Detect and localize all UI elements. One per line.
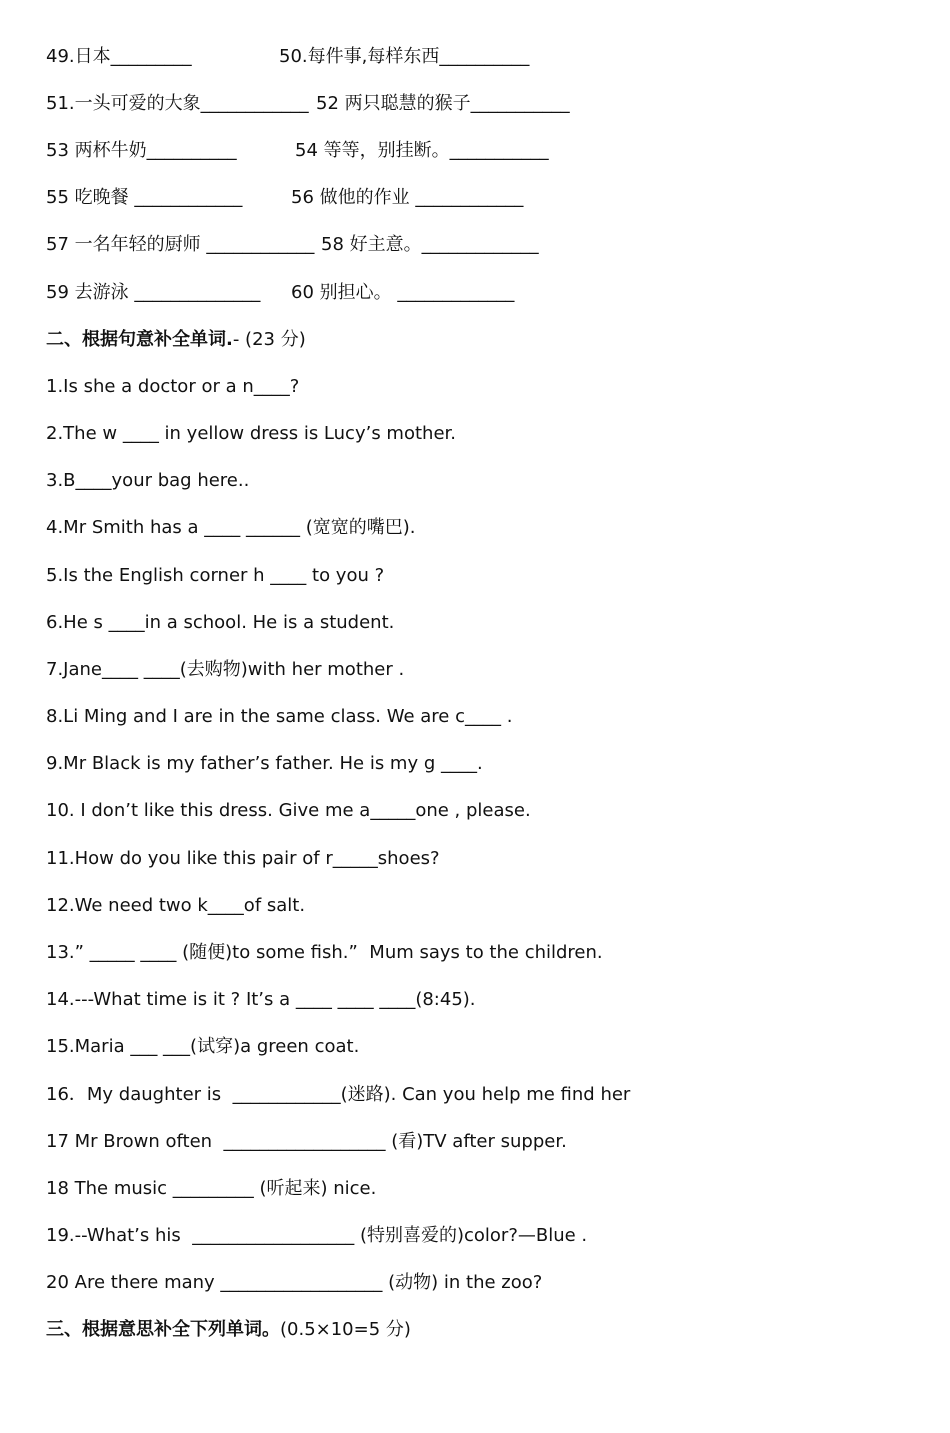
section-3-heading <box>46 1318 411 1342</box>
question-item: 7.Jane____ ____(去购物)with her mother . <box>46 659 405 680</box>
question-item: 5.Is the English corner h ____ to you ? <box>46 565 385 586</box>
question-item: 17 Mr Brown often __________________ (看)TV after supper. <box>46 1131 567 1152</box>
vocab-item: 50.每件事,每样东西__________ <box>279 46 530 67</box>
question-item: 15.Maria ___ ___(试穿)a green coat. <box>46 1036 360 1057</box>
question-item: 8.Li Ming and I are in the same class. We are c____ . <box>46 706 513 727</box>
vocab-item: 51.一头可爱的大象____________ <box>46 93 309 114</box>
vocab-item: 60 别担心。 _____________ <box>291 282 515 303</box>
section-3-title: 三、根据意思补全下列单词。 <box>46 1319 280 1340</box>
question-item: 2.The w ____ in yellow dress is Lucy’s mother. <box>46 423 456 444</box>
vocab-item: 57 一名年轻的厨师 ____________ <box>46 234 315 255</box>
question-item: 18 The music _________ (听起来) nice. <box>46 1178 377 1199</box>
question-item: 19.--What’s his __________________ (特别喜爱的)color?—Blue . <box>46 1225 588 1246</box>
question-item: 20 Are there many __________________ (动物) in the zoo? <box>46 1272 543 1293</box>
section-2-note: - (23 分) <box>232 329 306 350</box>
question-item: 13.” _____ ____ (随便)to some fish.” Mum says to the children. <box>46 942 603 963</box>
section-2-heading <box>46 328 306 352</box>
question-item: 12.We need two k____of salt. <box>46 895 306 916</box>
section-2-title: 二、根据句意补全单词. <box>46 329 233 350</box>
vocab-item: 59 去游泳 ______________ <box>46 282 261 303</box>
question-item: 1.Is she a doctor or a n____? <box>46 376 300 397</box>
question-item: 6.He s ____in a school. He is a student. <box>46 612 395 633</box>
question-item: 16．My daughter is ____________(迷路). Can you help me find her <box>46 1084 631 1105</box>
question-item: 9.Mr Black is my father’s father. He is my g ____. <box>46 753 483 774</box>
vocab-item: 52 两只聪慧的猴子___________ <box>316 93 570 114</box>
question-item: 10. I don’t like this dress. Give me a_____one , please. <box>46 800 531 821</box>
vocab-item: 56 做他的作业 ____________ <box>291 187 524 208</box>
question-item: 4.Mr Smith has a ____ ______ (宽宽的嘴巴). <box>46 517 416 538</box>
vocab-item: 55 吃晚餐 ____________ <box>46 187 243 208</box>
question-item: 14.---What time is it ? It’s a ____ ____ ____(8:45). <box>46 989 476 1010</box>
vocab-item: 54 等等，别挂断。___________ <box>295 140 549 161</box>
vocab-item: 58 好主意。_____________ <box>321 234 539 255</box>
question-item: 3.B____your bag here.. <box>46 470 250 491</box>
vocab-item: 49.日本_________ <box>46 46 192 67</box>
section-3-note: (0.5×10=5 分) <box>280 1319 411 1340</box>
question-item: 11.How do you like this pair of r_____shoes? <box>46 848 440 869</box>
vocab-item: 53 两杯牛奶__________ <box>46 140 237 161</box>
